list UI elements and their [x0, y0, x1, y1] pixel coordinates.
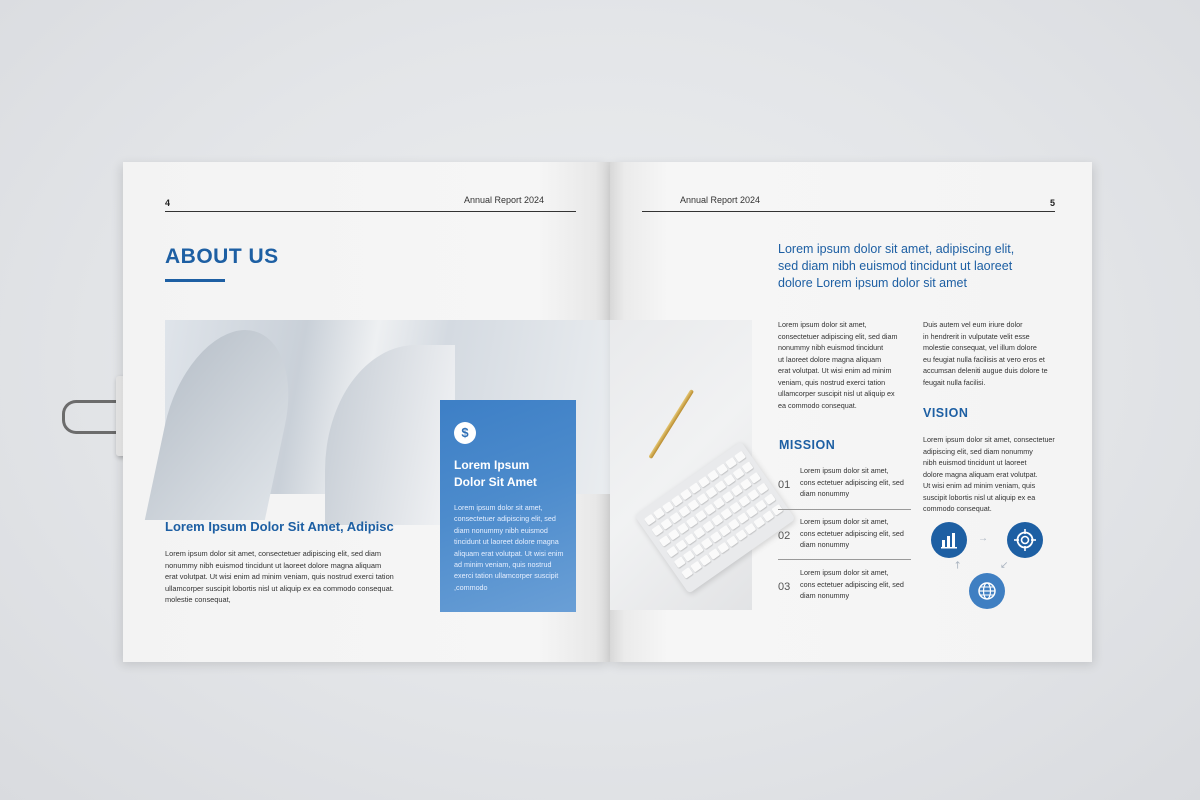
arrow-down-right-icon: ↙ — [1000, 560, 1009, 571]
highlight-card — [440, 400, 576, 612]
arrow-right-icon: → — [978, 533, 988, 544]
divider — [778, 559, 911, 560]
divider — [778, 509, 911, 510]
keyboard-key — [749, 472, 761, 484]
column-one-text: Lorem ipsum dolor sit amet, consectetuer adipiscing elit, sed diam nonummy nibh euismod tincidunt ut laoreet dolore magna aliquam erat volutpat. Ut wisi enim ad minim veniam, quis nostrud exerci tation ullamcorper suscipit nisl ut aliquip ex ea commodo consequat. — [778, 320, 898, 410]
mission-text: Lorem ipsum dolor sit amet, cons ectetuer adipiscing elit, sed diam nonummy — [800, 517, 904, 549]
column-two-text: Duis autem vel eum iriure dolor in hendrerit in vulputate velit esse molestie consequat, vel illum dolore eu feugiat nulla facilisis at vero eros et accumsan deleniti augue duis dolore te feugait nulla facilisi. — [923, 320, 1048, 387]
page-header: Annual Report 2024 — [464, 195, 545, 205]
keyboard-photo — [610, 320, 752, 610]
page-number: 5 — [1050, 198, 1056, 208]
mission-text: Lorem ipsum dolor sit amet, cons ectetuer adipiscing elit, sed diam nonummy — [800, 466, 904, 498]
building-shell-left — [145, 330, 305, 520]
mission-item — [778, 567, 913, 611]
mission-item — [778, 465, 913, 509]
section-subtitle: Lorem Ipsum Dolor Sit Amet, Adipisc — [165, 519, 394, 534]
mission-number: 02 — [778, 530, 791, 542]
keyboard-key — [764, 493, 776, 505]
bar-chart-icon-glyph — [931, 522, 967, 558]
page-title: ABOUT US — [165, 245, 279, 268]
keyboard-key — [756, 483, 768, 495]
left-page — [123, 162, 610, 662]
keyboard — [635, 441, 796, 593]
building-shell-right — [325, 345, 455, 525]
title-underline — [165, 279, 225, 282]
keyboard-key — [742, 461, 754, 473]
card-title: Lorem Ipsum Dolor Sit Amet — [454, 458, 537, 489]
header-rule — [642, 211, 1055, 212]
bar-chart-icon — [931, 522, 967, 558]
mission-title: MISSION — [779, 438, 836, 452]
mission-number: 01 — [778, 479, 791, 491]
gold-pen — [648, 389, 694, 459]
mission-item — [778, 516, 913, 560]
page-number: 4 — [165, 198, 171, 208]
right-page — [610, 162, 1092, 662]
mission-text: Lorem ipsum dolor sit amet, cons ectetuer adipiscing elit, sed diam nonummy — [800, 568, 904, 600]
vision-title: VISION — [923, 406, 969, 420]
header-rule — [165, 211, 576, 212]
card-body: Lorem ipsum dolor sit amet, consectetuer adipiscing elit, sed diam nonummy nibh euismod tincidunt ut laoreet dolore magna aliquam erat volutpat. Ut wisi enim ad minim veniam, quis nostrud exerci tation ullamcorper suscipit ,commodo — [454, 503, 564, 592]
vision-text: Lorem ipsum dolor sit amet, consectetuer adipiscing elit, sed diam nonummy nibh euismod tincidunt ut laoreet dolore magna aliquam erat volutpat. Ut wisi enim ad minim veniam, quis suscipit lobortis nisl ut aliquip ex ea commodo consequat. — [923, 435, 1055, 513]
target-icon — [1007, 522, 1043, 558]
mission-number: 03 — [778, 581, 791, 593]
page-header: Annual Report 2024 — [680, 195, 761, 205]
arrow-down-left-icon: ↖ — [950, 558, 965, 573]
body-text: Lorem ipsum dolor sit amet, consectetuer adipiscing elit, sed diam nonummy nibh euismod tincidunt ut laoreet dolore magna aliquam erat volutpat. Ut wisi enim ad minim veniam, quis nostrud exerci tation ullamcorper suscipit lobortis nisl ut aliquip ex ea commodo consequat. molestie consequat, — [165, 549, 394, 604]
brochure-spread — [123, 162, 1092, 662]
lead-paragraph: Lorem ipsum dolor sit amet, adipiscing elit, sed diam nibh euismod tincidunt ut laoreet dolore Lorem ipsum dolor sit amet — [778, 242, 1015, 290]
dollar-icon: $ — [454, 422, 476, 444]
target-icon-glyph — [1007, 522, 1043, 558]
keyboard-key — [734, 451, 746, 463]
globe-icon — [969, 573, 1005, 609]
globe-icon-glyph — [969, 573, 1005, 609]
